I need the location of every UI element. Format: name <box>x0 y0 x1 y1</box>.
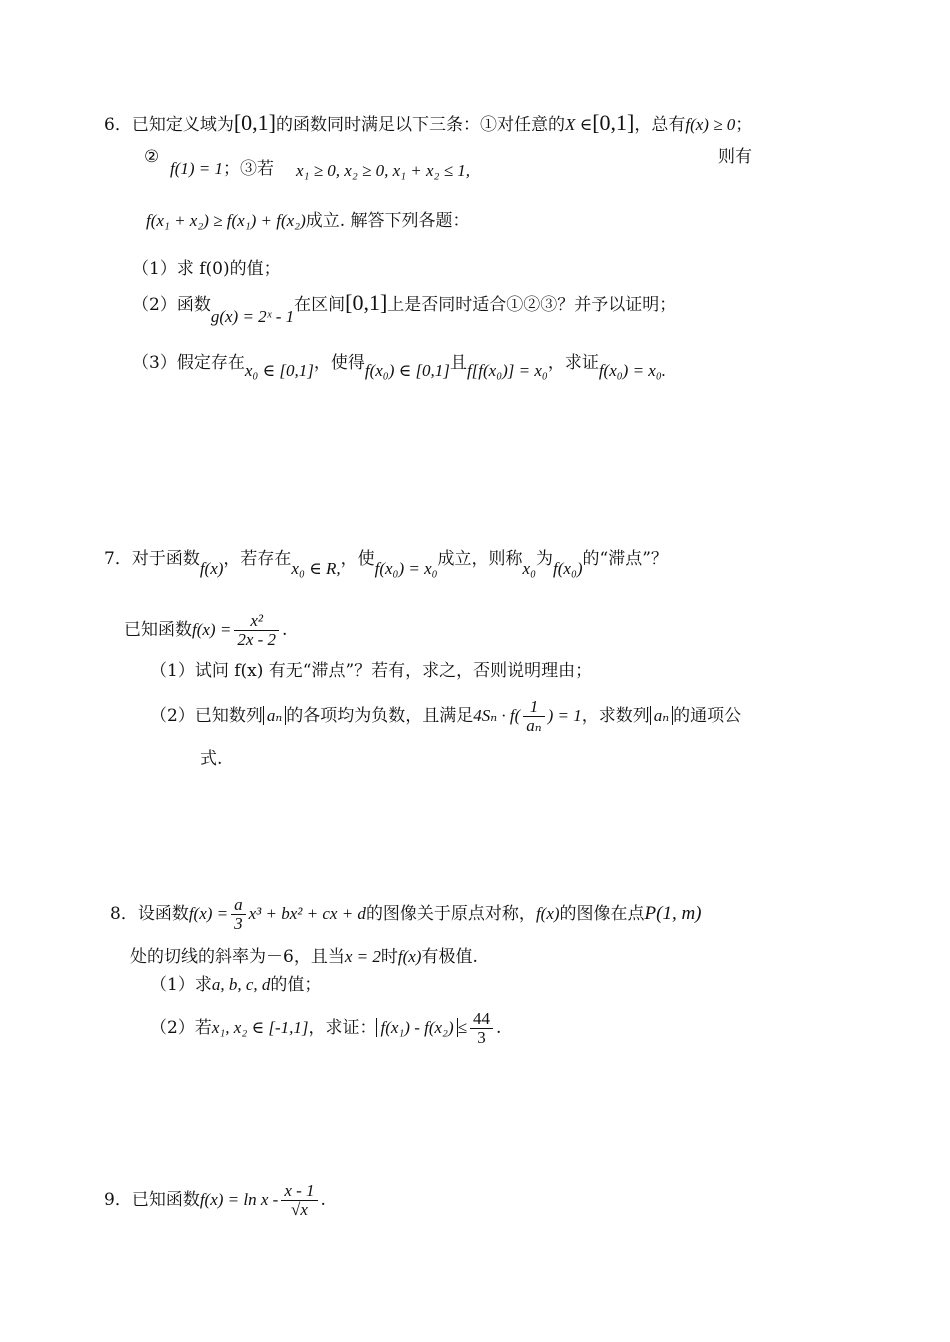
q7-part1: （1）试问 f(x) 有无“滞点”？若有，求之，否则说明理由； <box>150 661 593 681</box>
q8-line1: 8．设函数f(x) = $\frac{a}{3}$ x³ + bx² + cx + d的图像关于原点对称，f(x)的图像在点P(1, m) <box>110 895 702 933</box>
q7-number: 7． <box>104 549 132 569</box>
q7-part2-cont: 式. <box>200 749 223 769</box>
q8-part2: （2）若x₁, x₂ ∈ [-1,1]，求证： f(x₁) - f(x₂) ≤ $\frac{44}{3}$ . <box>150 1009 502 1047</box>
q6-line2: ② <box>144 147 160 167</box>
q6-line1: 6．已知定义域为[0,1]的函数同时满足以下三条：①对任意的X ∈[0,1]，总有f(x) ≥ 0； <box>104 110 753 135</box>
q6-part1: （1）求 f(0)的值； <box>132 259 281 279</box>
q6-line3: f(x₁ + x₂) ≥ f(x₁) + f(x₂)成立. 解答下列各题： <box>146 211 470 231</box>
q6-part3: （3）假定存在x₀ ∈ [0,1]，使得f(x₀) ∈ [0,1]且f[f(x₀)] = x₀，求证f(x₀) = x₀. <box>132 353 667 380</box>
q9-number: 9． <box>104 1190 132 1210</box>
q8-line2: 处的切线的斜率为－6，且当x = 2时f(x)有极值. <box>130 947 478 967</box>
q7-p2-fraction: $\frac{1}{\text{aₙ}}$ <box>523 698 544 735</box>
q6-part2: （2）函数g(x) = 2ˣ - 1在区间[0,1]上是否同时适合①②③？并予以证明； <box>132 290 677 326</box>
q8-part1: （1）求a, b, c, d的值； <box>150 975 322 995</box>
q6-line2-cond: x₁ ≥ 0, x₂ ≥ 0, x₁ + x₂ ≤ 1, <box>296 161 471 180</box>
q6-number: 6． <box>104 115 132 135</box>
q7-fraction: $\frac{\text{x²}}{2x - 2}$ <box>234 612 279 649</box>
q6-line2b: f(1) = 1；③若 <box>170 159 275 179</box>
q7-part2: （2）已知数列 aₙ 的各项均为负数，且满足4Sₙ · f( $\frac{1}{\text{aₙ}}$ ) = 1，求数列 aₙ 的通项公 <box>150 697 742 735</box>
q8-p2-fraction: $\frac{44}{3}$ <box>470 1010 493 1047</box>
q8-fraction: $\frac{a}{3}$ <box>231 896 246 933</box>
q9-line1: 9．已知函数f(x) = ln x - $\frac{x - 1}{√x}$ . <box>104 1181 326 1219</box>
q7-given: 已知函数f(x) = $\frac{\text{x²}}{2x - 2}$ . <box>124 611 288 649</box>
q7-line1: 7．对于函数f(x)，若存在x₀ ∈ R,，使f(x₀) = x₀成立，则称x₀为f(x₀)的“滞点”？ <box>104 549 668 578</box>
q6-line2-then: 则有 <box>718 147 752 167</box>
q9-fraction: $\frac{x - 1}{√x}$ <box>281 1182 317 1219</box>
q8-number: 8． <box>110 904 138 924</box>
